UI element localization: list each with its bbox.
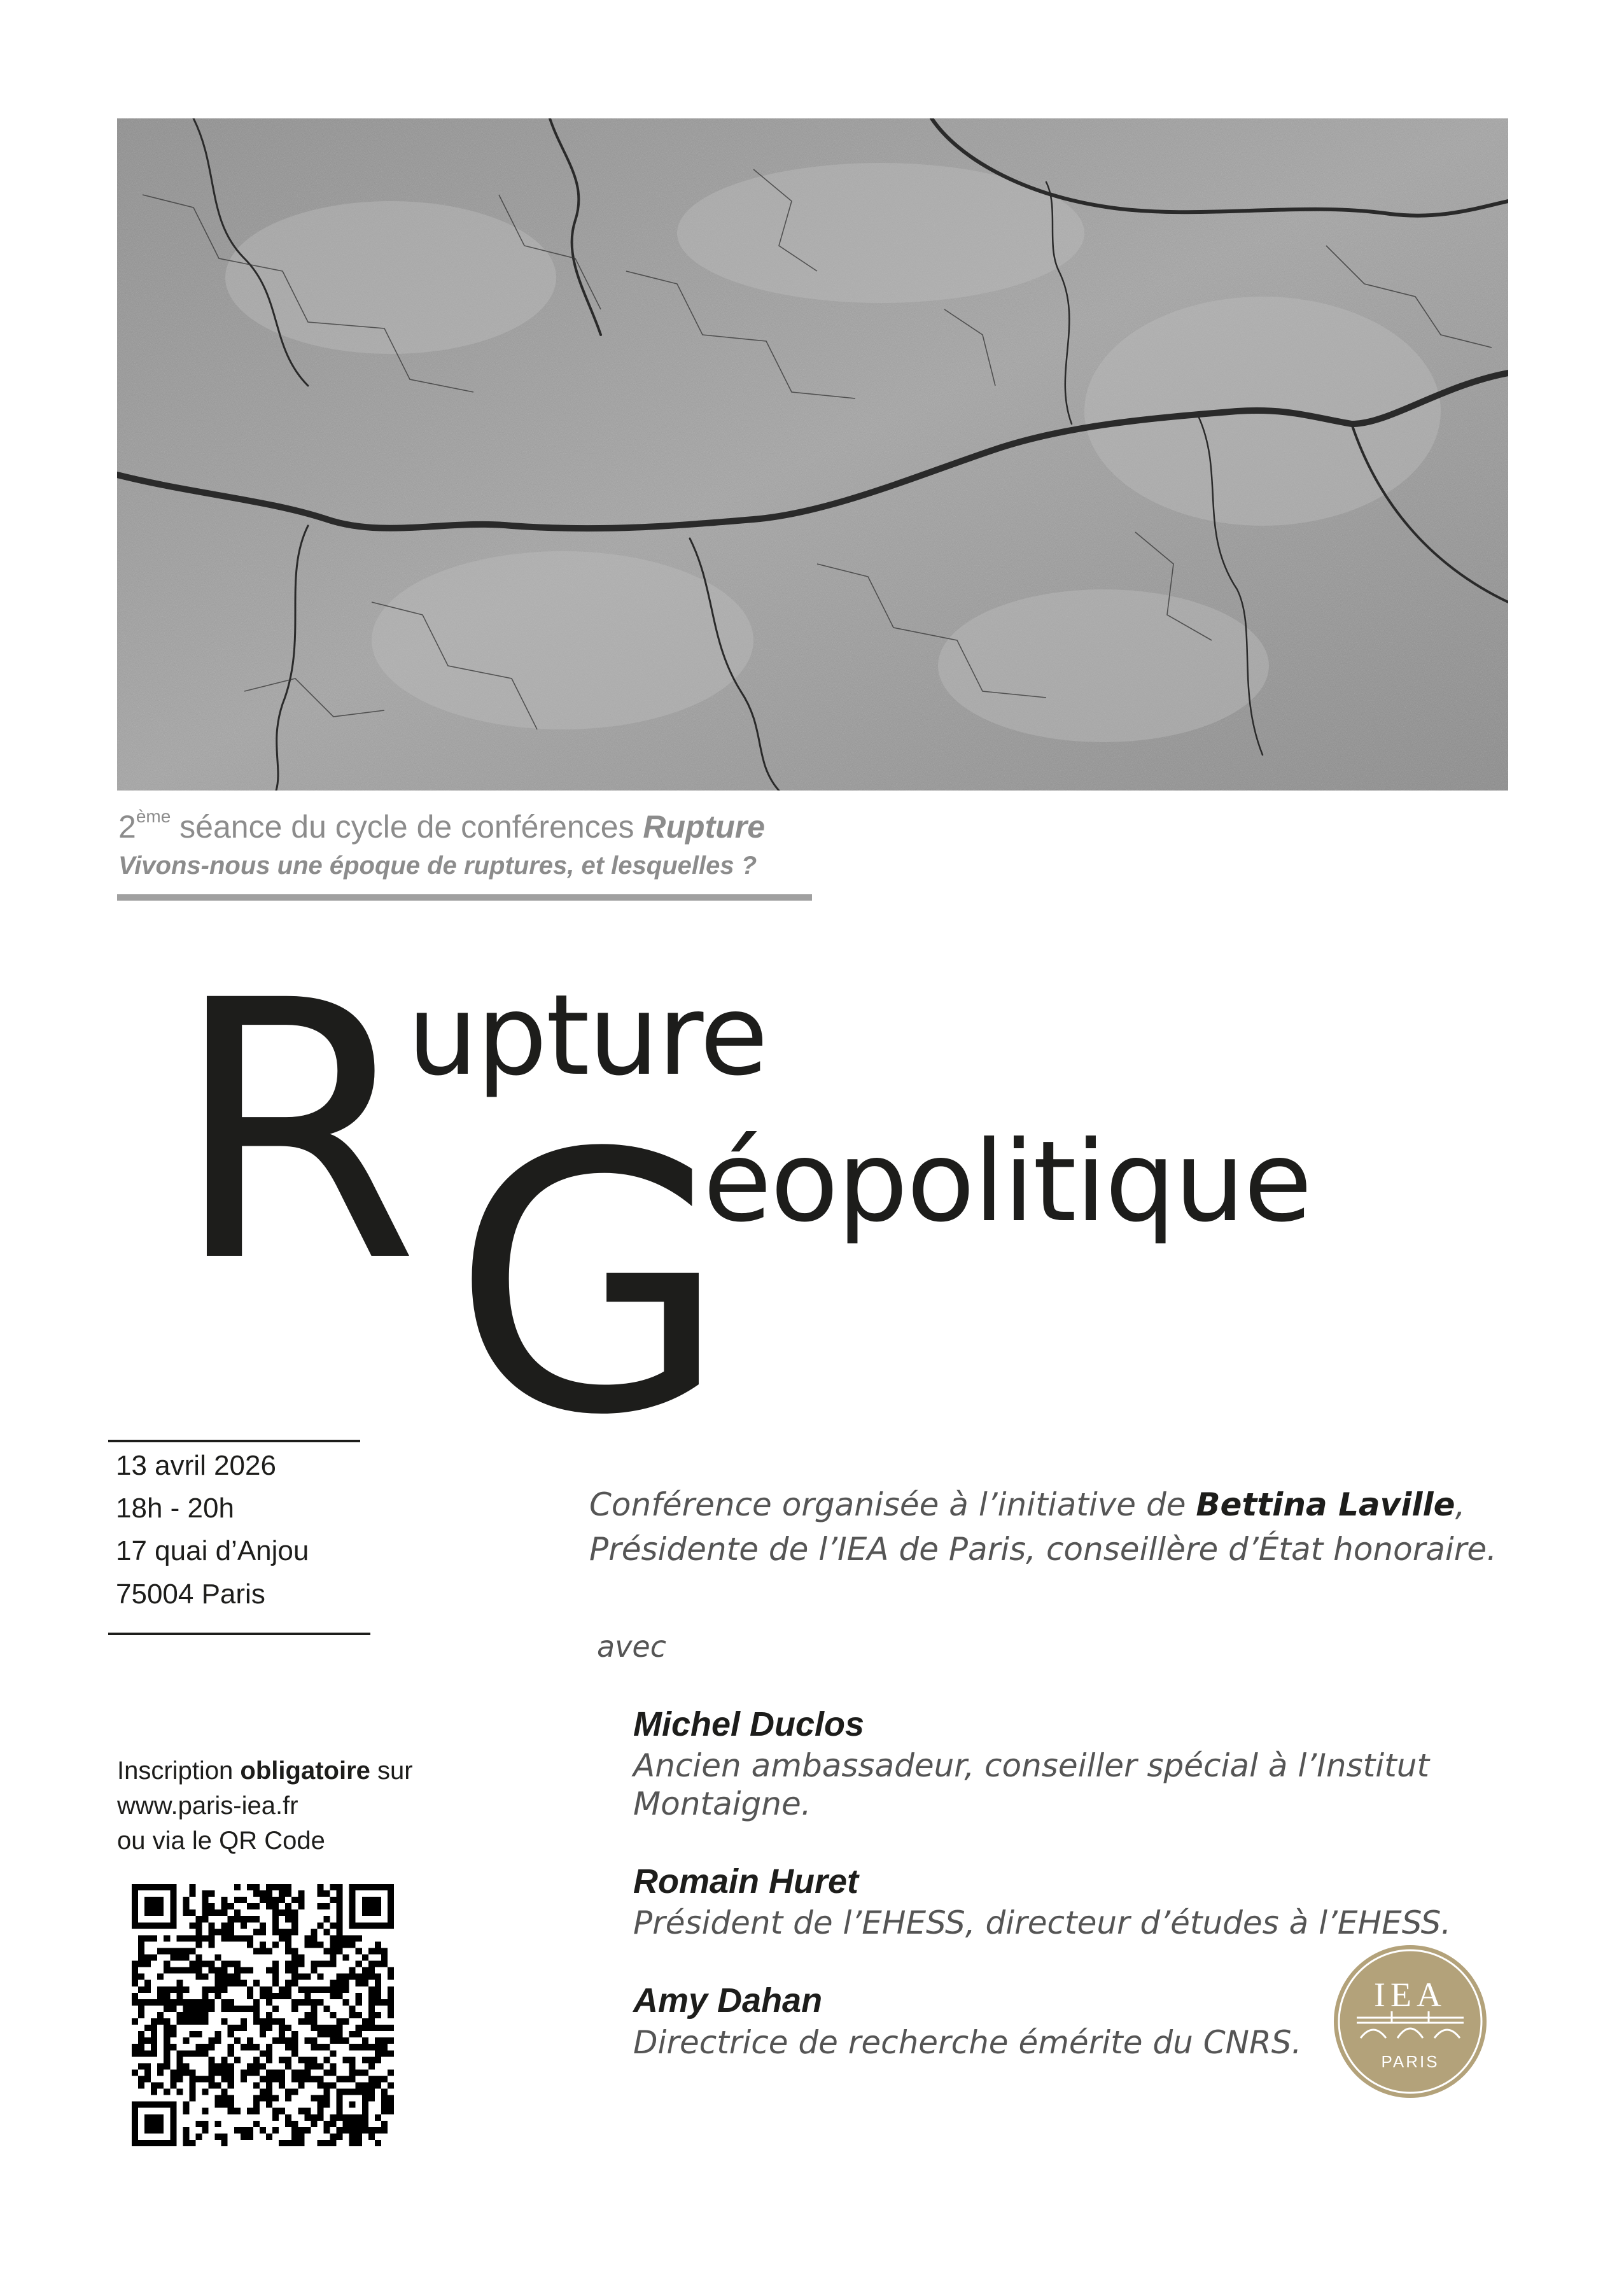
speaker-description: Montaigne.	[633, 1785, 811, 1822]
qr-code-icon[interactable]	[132, 1884, 394, 2146]
session-number: 2	[118, 809, 136, 845]
logo-top-text: IEA	[1374, 1976, 1446, 2014]
cycle-name: Rupture	[643, 809, 766, 845]
title-initial-g: G	[452, 1078, 728, 1493]
event-date: 13 avril 2026	[116, 1450, 276, 1481]
session-ordinal: ème	[136, 806, 171, 827]
subtitle-divider	[117, 894, 812, 901]
cycle-question: Vivons-nous une époque de ruptures, et lesquelles ?	[118, 852, 757, 880]
organizer-suffix: ,	[1455, 1486, 1466, 1523]
session-subtitle	[118, 808, 765, 845]
organizer-name: Bettina Laville	[1196, 1486, 1455, 1523]
speaker-name: Michel Duclos	[633, 1705, 865, 1743]
speaker-description: Président de l’EHESS, directeur d’études à l’EHESS.	[633, 1904, 1452, 1941]
iea-paris-logo	[1331, 1943, 1489, 2100]
info-divider-top	[108, 1440, 360, 1442]
event-time: 18h - 20h	[116, 1493, 234, 1524]
registration-mandatory: obligatoire	[240, 1757, 370, 1785]
organizer-line-1	[589, 1486, 1466, 1523]
organizer-prefix: Conférence organisée à l’initiative de	[589, 1486, 1196, 1523]
registration-line-1	[117, 1757, 413, 1785]
title-word-eopolitique: éopolitique	[703, 1118, 1312, 1247]
organizer-line-2: Présidente de l’IEA de Paris, conseillère d’État honoraire.	[589, 1531, 1497, 1568]
speaker-name: Amy Dahan	[633, 1981, 823, 2020]
with-label: avec	[597, 1629, 667, 1664]
registration-suffix: sur	[370, 1757, 413, 1785]
speaker-description: Ancien ambassadeur, conseiller spécial à l’Institut	[633, 1747, 1430, 1784]
session-text: séance du cycle de conférences	[171, 809, 643, 845]
logo-disc	[1334, 1945, 1487, 2098]
title-initial-r: R	[172, 925, 420, 1340]
event-city: 75004 Paris	[116, 1578, 265, 1610]
info-divider-bottom	[108, 1633, 370, 1635]
registration-prefix: Inscription	[117, 1757, 241, 1785]
speaker-name: Romain Huret	[633, 1862, 859, 1901]
logo-bottom-text: PARIS	[1381, 2052, 1439, 2071]
registration-line-3: ou via le QR Code	[117, 1827, 325, 1855]
title-word-upture: upture	[407, 971, 767, 1100]
hero-cracked-earth-image	[117, 118, 1508, 791]
event-street: 17 quai d’Anjou	[116, 1535, 309, 1566]
speaker-description: Directrice de recherche émérite du CNRS.	[633, 2024, 1302, 2061]
registration-url-link[interactable]: www.paris-iea.fr	[117, 1792, 298, 1820]
